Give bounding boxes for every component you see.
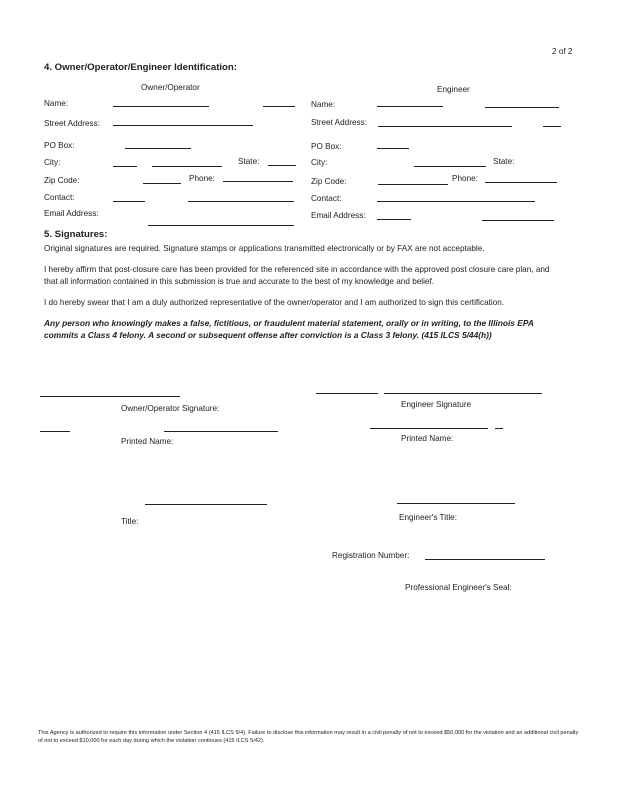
owner-city-field[interactable]	[113, 166, 137, 167]
owner-city-field-2[interactable]	[152, 166, 222, 167]
page-number: 2 of 2	[552, 47, 573, 56]
engineer-signature-label: Engineer Signature	[401, 400, 472, 409]
engineer-contact-field[interactable]	[377, 201, 535, 202]
owner-state-field[interactable]	[268, 165, 296, 166]
owner-title-field[interactable]	[145, 504, 267, 505]
owner-signature-label: Owner/Operator Signature:	[121, 404, 220, 413]
engineer-contact-label: Contact:	[311, 194, 342, 203]
engineer-name-field-2[interactable]	[485, 107, 559, 108]
engineer-city-label: City:	[311, 158, 328, 167]
engineer-phone-label: Phone:	[452, 174, 478, 183]
owner-phone-field[interactable]	[223, 181, 293, 182]
owner-column-header: Owner/Operator	[141, 83, 200, 92]
section-5-title: 5. Signatures:	[44, 229, 108, 240]
registration-number-field[interactable]	[425, 559, 545, 560]
engineer-column-header: Engineer	[437, 85, 470, 94]
engineer-name-label: Name:	[311, 100, 336, 109]
authorization-statement: I do hereby swear that I am a duly authorized representative of the owner/operator and I am authorized to sign this certification.	[44, 298, 505, 307]
engineer-email-field[interactable]	[377, 219, 411, 220]
owner-name-field[interactable]	[113, 106, 209, 107]
felony-warning: Any person who knowingly makes a false, fictitious, or fraudulent material statement, orally or in writing, to the Illinois EPA commits a Class 4 felony. A second or subsequent offense after conviction is a Class 3 felony. (415 ILCS 5/44(h))	[44, 318, 534, 341]
owner-contact-field-2[interactable]	[188, 201, 294, 202]
engineer-title-label: Engineer's Title:	[399, 513, 457, 522]
affirmation-statement: I hereby affirm that post-closure care has been provided for the referenced site in accordance with the approved post closure care plan, and that all information contained in this submission is true and accurate to the best of my knowledge and belief.	[44, 265, 550, 286]
engineer-street-label: Street Address:	[311, 118, 367, 127]
owner-signature-field[interactable]	[40, 396, 180, 397]
signature-requirement: Original signatures are required. Signature stamps or applications transmitted electronically or by FAX are not acceptable.	[44, 244, 485, 253]
owner-street-field[interactable]	[113, 125, 253, 126]
engineer-pobox-field[interactable]	[377, 148, 409, 149]
engineer-zip-label: Zip Code:	[311, 177, 347, 186]
owner-printed-name-field-2[interactable]	[164, 431, 278, 432]
registration-number-label: Registration Number:	[332, 551, 410, 560]
engineer-printed-name-label: Printed Name:	[401, 434, 454, 443]
owner-street-label: Street Address:	[44, 119, 100, 128]
owner-title-label: Title:	[121, 517, 139, 526]
owner-zip-label: Zip Code:	[44, 176, 80, 185]
owner-printed-name-field[interactable]	[40, 431, 70, 432]
engineer-name-field[interactable]	[377, 106, 443, 107]
engineer-email-label: Email Address:	[311, 211, 366, 220]
engineer-printed-name-field-2[interactable]	[495, 428, 503, 429]
owner-name-field-2[interactable]	[263, 106, 295, 107]
engineer-signature-field-2[interactable]	[384, 393, 542, 394]
engineer-signature-field[interactable]	[316, 393, 378, 394]
section-4-title: 4. Owner/Operator/Engineer Identification:	[44, 62, 237, 73]
owner-city-label: City:	[44, 158, 61, 167]
engineer-email-field-2[interactable]	[482, 220, 554, 221]
engineer-pobox-label: PO Box:	[311, 142, 342, 151]
engineer-title-field[interactable]	[397, 503, 515, 504]
legal-footer: This Agency is authorized to require this information under Section 4 (415 ILCS 5/4). Failure to disclose this information may result in a civil penalty of not to exceed $50,000 for the violation and an additional civil penalty of not to exceed $10,000 for each day during which the violation continues (415 ILCS 5/42).	[38, 730, 579, 745]
engineer-zip-field[interactable]	[378, 184, 448, 185]
owner-email-label: Email Address:	[44, 209, 99, 218]
owner-printed-name-label: Printed Name:	[121, 437, 174, 446]
owner-email-field[interactable]	[148, 225, 294, 226]
engineer-city-field[interactable]	[414, 166, 486, 167]
engineer-state-label: State:	[493, 157, 515, 166]
owner-pobox-label: PO Box:	[44, 141, 75, 150]
engineer-printed-name-field[interactable]	[370, 428, 488, 429]
owner-pobox-field[interactable]	[125, 148, 191, 149]
engineer-street-field-2[interactable]	[543, 126, 561, 127]
engineer-street-field[interactable]	[378, 126, 512, 127]
engineer-phone-field[interactable]	[485, 182, 557, 183]
owner-name-label: Name:	[44, 99, 69, 108]
owner-phone-label: Phone:	[189, 174, 215, 183]
engineer-seal-label: Professional Engineer's Seal:	[405, 583, 512, 592]
owner-zip-field[interactable]	[143, 183, 181, 184]
owner-contact-field[interactable]	[113, 201, 145, 202]
owner-contact-label: Contact:	[44, 193, 75, 202]
owner-state-label: State:	[238, 157, 260, 166]
